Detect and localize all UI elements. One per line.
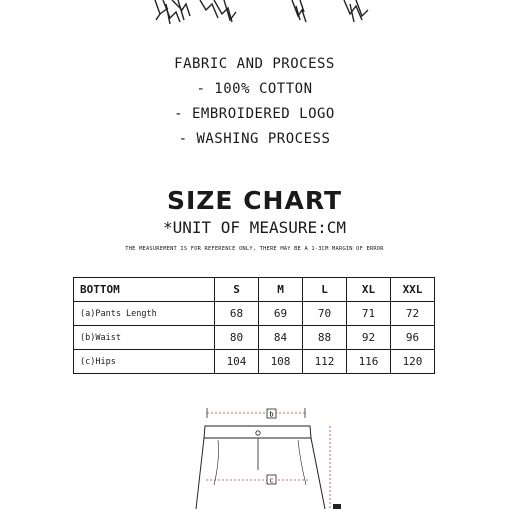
table-cell: 120: [391, 350, 435, 374]
pants-diagram: [150, 400, 380, 509]
header-size-l: L: [303, 278, 347, 302]
marker-c: c: [269, 476, 274, 485]
size-table: [73, 277, 435, 374]
fabric-item: - EMBROIDERED LOGO: [174, 106, 335, 122]
header-size-xl: XL: [347, 278, 391, 302]
fabric-item: - 100% COTTON: [196, 81, 313, 97]
header-size-s: S: [215, 278, 259, 302]
row-label: (a)Pants Length: [74, 302, 215, 326]
table-row: [74, 302, 435, 326]
table-cell: 80: [215, 326, 259, 350]
table-cell: 68: [215, 302, 259, 326]
table-cell: 72: [391, 302, 435, 326]
table-cell: 70: [303, 302, 347, 326]
waist-measure-line: [207, 408, 305, 418]
table-cell: 108: [259, 350, 303, 374]
fabric-heading: FABRIC AND PROCESS: [174, 56, 335, 72]
table-cell: 69: [259, 302, 303, 326]
header-size-xxl: XXL: [391, 278, 435, 302]
size-chart-title: SIZE CHART: [166, 186, 342, 215]
unit-of-measure: *UNIT OF MEASURE:CM: [162, 218, 347, 237]
table-cell: 96: [391, 326, 435, 350]
table-row: [74, 326, 435, 350]
table-row: [74, 350, 435, 374]
table-cell: 112: [303, 350, 347, 374]
marker-b: b: [269, 410, 274, 419]
logo-artwork: [0, 0, 509, 32]
row-label: (b)Waist: [74, 326, 215, 350]
size-table-header-row: [74, 278, 435, 302]
measurement-disclaimer: THE MEASUREMENT IS FOR REFERENCE ONLY, THERE MAY BE A 1-3CM MARGIN OF ERROR: [125, 246, 384, 252]
table-cell: 71: [347, 302, 391, 326]
marker-a-box: [333, 504, 341, 509]
table-cell: 92: [347, 326, 391, 350]
header-bottom: BOTTOM: [74, 278, 215, 302]
header-size-m: M: [259, 278, 303, 302]
fabric-and-process: [0, 52, 509, 152]
table-cell: 116: [347, 350, 391, 374]
row-label: (c)Hips: [74, 350, 215, 374]
table-cell: 84: [259, 326, 303, 350]
fabric-item: - WASHING PROCESS: [178, 131, 331, 147]
table-cell: 88: [303, 326, 347, 350]
table-cell: 104: [215, 350, 259, 374]
